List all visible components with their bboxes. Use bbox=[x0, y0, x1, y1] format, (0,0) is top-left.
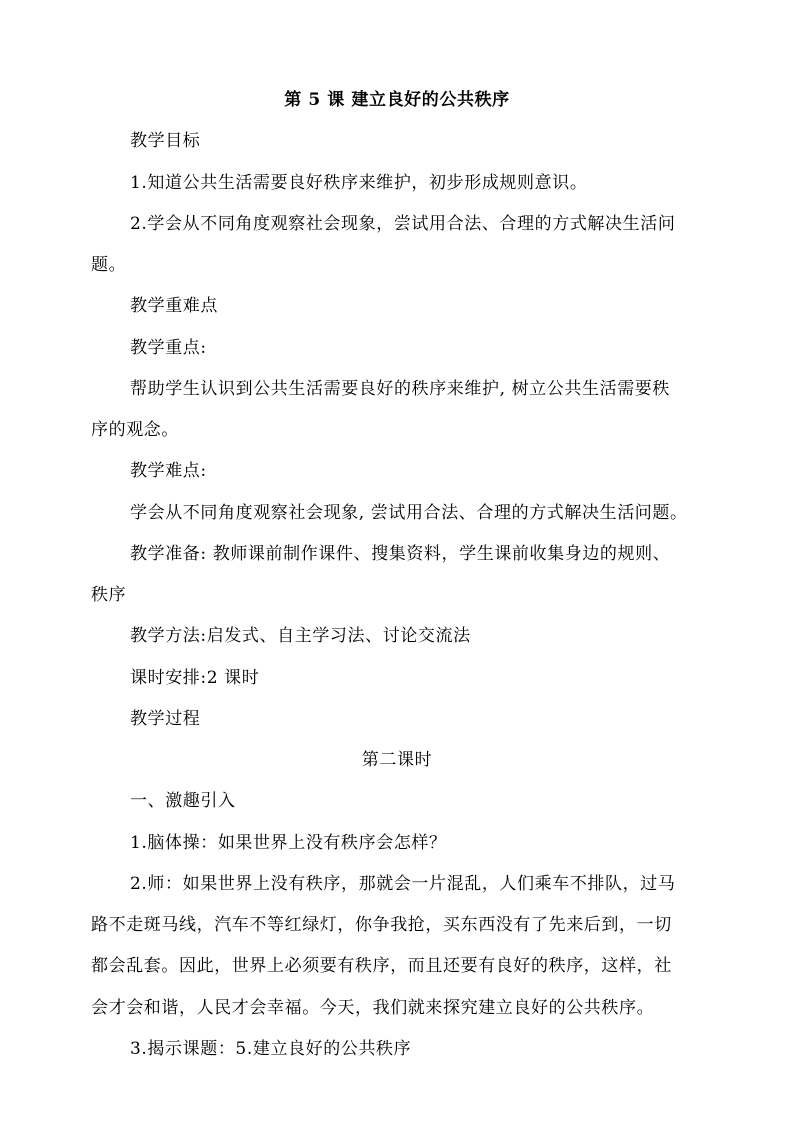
paragraph-line: 教学准备: 教师课前制作课件、搜集资料，学生课前收集身边的规则、 bbox=[130, 544, 671, 564]
lesson-title: 第 5 课 建立良好的公共秩序 bbox=[284, 90, 510, 110]
section-heading-objectives: 教学目标 bbox=[130, 131, 201, 151]
section-heading-process: 教学过程 bbox=[130, 709, 201, 729]
paragraph-line: 会才会和谐，人民才会幸福。今天，我们就来探究建立良好的公共秩序。 bbox=[91, 998, 655, 1018]
paragraph-line: 学会从不同角度观察社会现象, 尝试用合法、合理的方式解决生活问题。 bbox=[130, 503, 688, 523]
paragraph-line: 序的观念。 bbox=[91, 420, 179, 440]
paragraph-line: 路不走斑马线，汽车不等红绿灯，你争我抢，买东西没有了先来后到，一切 bbox=[91, 915, 672, 935]
paragraph-line: 教学方法:启发式、自主学习法、讨论交流法 bbox=[130, 626, 471, 646]
paragraph-line: 3.揭示课题：5.建立良好的公共秩序 bbox=[130, 1039, 412, 1059]
section-heading-intro: 一、激趣引入 bbox=[130, 791, 236, 811]
paragraph-line: 都会乱套。因此，世界上必须要有秩序，而且还要有良好的秩序，这样，社 bbox=[91, 956, 672, 976]
subheading-key-point: 教学重点: bbox=[130, 338, 207, 358]
paragraph-line: 1.脑体操：如果世界上没有秩序会怎样？ bbox=[130, 833, 447, 853]
paragraph-line: 1.知道公共生活需要良好秩序来维护，初步形成规则意识。 bbox=[130, 173, 588, 193]
paragraph-line: 帮助学生认识到公共生活需要良好的秩序来维护, 树立公共生活需要秩 bbox=[130, 379, 671, 399]
session-heading: 第二课时 bbox=[361, 750, 433, 770]
paragraph-line: 2.师：如果世界上没有秩序，那就会一片混乱，人们乘车不排队，过马 bbox=[130, 874, 676, 894]
paragraph-line: 题。 bbox=[91, 255, 127, 275]
section-heading-key-points: 教学重难点 bbox=[130, 296, 218, 316]
paragraph-line: 秩序 bbox=[91, 585, 127, 605]
subheading-difficulty: 教学难点: bbox=[130, 461, 207, 481]
paragraph-line: 课时安排:2 课时 bbox=[130, 668, 260, 688]
paragraph-line: 2.学会从不同角度观察社会现象，尝试用合法、合理的方式解决生活问 bbox=[130, 214, 676, 234]
